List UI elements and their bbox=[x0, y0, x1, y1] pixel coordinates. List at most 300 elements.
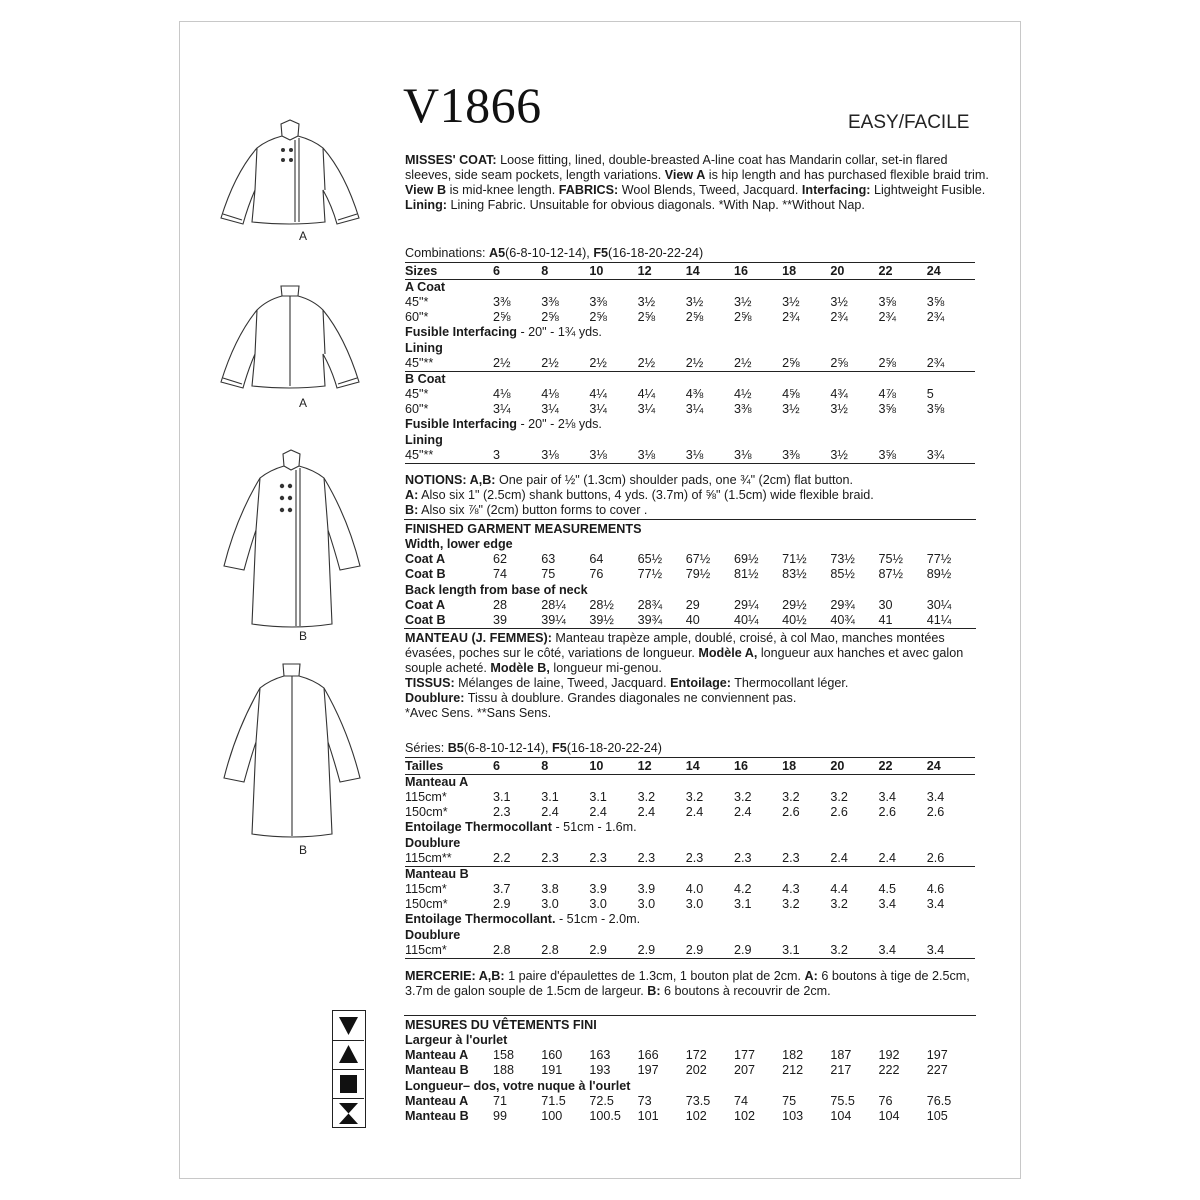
empty-cell bbox=[493, 280, 541, 296]
empty-cell bbox=[927, 928, 975, 943]
value-cell: 3.2 bbox=[637, 790, 656, 805]
empty-cell bbox=[638, 341, 686, 356]
notions-segment: NOTIONS: A,B: bbox=[405, 473, 496, 487]
description-english-segment: Lightweight Fusible. bbox=[870, 183, 986, 197]
value-cell: 3⅛ bbox=[589, 448, 637, 464]
value-cell: 3.1 bbox=[589, 790, 607, 805]
combination-segment: (6-8-10-12-14), bbox=[463, 741, 553, 755]
size-header: 14 bbox=[686, 758, 734, 775]
value-cell: 3⅜ bbox=[589, 295, 607, 310]
size-header: 16 bbox=[734, 263, 782, 280]
table-row bbox=[405, 943, 975, 959]
value-cell: 2.4 bbox=[685, 805, 704, 820]
description-french-segment: *Avec Sens. **Sans Sens. bbox=[405, 706, 552, 720]
value-cell: 166 bbox=[637, 1048, 659, 1063]
value-cell: 104 bbox=[830, 1108, 852, 1123]
row-label: 150cm* bbox=[405, 897, 448, 912]
row-label: Manteau A bbox=[405, 1093, 469, 1108]
row-label: 115cm* bbox=[405, 882, 447, 897]
value-cell: 3⅝ bbox=[926, 402, 945, 417]
empty-cell bbox=[638, 371, 686, 387]
span-cell bbox=[405, 1079, 975, 1094]
value-cell: 197 bbox=[926, 1048, 948, 1063]
view-a-back-drawing bbox=[215, 282, 365, 392]
empty-cell bbox=[830, 775, 878, 791]
value-cell: 77½ bbox=[926, 552, 952, 567]
empty-cell bbox=[830, 866, 878, 882]
value-cell: 2¾ bbox=[926, 310, 945, 325]
finished-title-row bbox=[405, 1018, 975, 1033]
empty-cell bbox=[686, 433, 734, 448]
value-cell: 4.4 bbox=[830, 882, 848, 897]
value-cell: 3¾ bbox=[927, 448, 975, 464]
value-cell: 3.0 bbox=[637, 897, 656, 912]
value-cell: 3.1 bbox=[493, 790, 511, 805]
value-cell: 202 bbox=[685, 1063, 707, 1078]
yardage-table-french bbox=[405, 757, 975, 959]
empty-cell bbox=[493, 341, 541, 356]
description-french-segment: Modèle B, bbox=[490, 661, 550, 675]
value-cell: 3½ bbox=[830, 448, 878, 464]
empty-cell bbox=[541, 341, 589, 356]
hourglass-icon bbox=[333, 1098, 364, 1128]
value-cell: 2½ bbox=[638, 356, 686, 372]
value-cell: 2⅝ bbox=[733, 310, 752, 325]
row-title: Doublure bbox=[405, 927, 461, 942]
row-label: 115cm* bbox=[405, 790, 447, 805]
description-french-segment: longueur mi-genou. bbox=[549, 661, 662, 675]
description-french-segment: Modèle A, bbox=[698, 646, 758, 660]
finished-title-row bbox=[405, 522, 975, 537]
nap-symbols-box bbox=[332, 1010, 366, 1128]
description-french-segment: Thermocollant léger. bbox=[730, 676, 849, 690]
description-english-segment: View A bbox=[664, 168, 706, 182]
empty-cell bbox=[493, 371, 541, 387]
value-cell: 2.2 bbox=[493, 851, 541, 867]
value-cell: 158 bbox=[493, 1048, 515, 1063]
value-cell: 72.5 bbox=[589, 1093, 614, 1108]
empty-cell bbox=[782, 280, 830, 296]
table-row bbox=[405, 1048, 975, 1063]
empty-cell bbox=[686, 341, 734, 356]
size-header: 20 bbox=[830, 263, 878, 280]
notions-english bbox=[405, 473, 991, 518]
size-header: 10 bbox=[589, 758, 637, 775]
sizes-header: Tailles bbox=[405, 758, 493, 775]
value-cell: 2.9 bbox=[734, 943, 782, 959]
size-header: 8 bbox=[541, 758, 589, 775]
empty-cell bbox=[541, 280, 589, 296]
value-cell: 2.4 bbox=[589, 805, 607, 820]
table-row bbox=[405, 356, 975, 372]
empty-cell bbox=[879, 280, 927, 296]
table-row bbox=[405, 897, 975, 912]
value-cell: 2¾ bbox=[878, 310, 897, 325]
row-label: 115cm** bbox=[405, 851, 493, 867]
value-cell: 222 bbox=[878, 1063, 900, 1078]
value-cell: 3.0 bbox=[541, 897, 559, 912]
combination-segment: A5 bbox=[489, 246, 506, 260]
value-cell: 81½ bbox=[733, 567, 759, 582]
description-french-segment: MANTEAU (J. FEMMES): bbox=[405, 631, 552, 645]
combination-segment: F5 bbox=[593, 246, 609, 260]
value-cell: 39 bbox=[493, 612, 508, 627]
value-cell: 71.5 bbox=[541, 1093, 566, 1108]
view-a-label-2: A bbox=[299, 396, 308, 410]
value-cell: 3⅜ bbox=[782, 448, 830, 464]
pattern-number: V1866 bbox=[403, 77, 542, 133]
empty-cell bbox=[493, 928, 541, 943]
finished-measurements-french bbox=[405, 1018, 975, 1124]
empty-cell bbox=[927, 371, 975, 387]
view-a-front-drawing bbox=[215, 118, 365, 228]
mercerie-segment: 6 boutons à recouvrir de 2cm. bbox=[660, 984, 831, 998]
value-cell: 3 bbox=[493, 448, 541, 464]
table-row bbox=[405, 836, 975, 851]
mercerie-segment: 1 paire d'épaulettes de 1.3cm, 1 bouton plat de 2cm. bbox=[504, 969, 805, 983]
value-cell: 3⅜ bbox=[541, 295, 559, 310]
value-cell: 28¼ bbox=[541, 597, 566, 612]
combinations-french bbox=[405, 741, 662, 755]
description-french-segment: TISSUS: bbox=[405, 676, 455, 690]
value-cell: 75 bbox=[782, 1093, 797, 1108]
mercerie-segment: MERCERIE: A,B: bbox=[405, 969, 505, 983]
value-cell: 3⅜ bbox=[493, 295, 511, 310]
value-cell: 191 bbox=[541, 1063, 563, 1078]
notions-divider bbox=[404, 519, 976, 520]
description-french-segment: longueur aux hanches et avec galon souple acheté. bbox=[405, 646, 964, 675]
description-english-segment: Loose fitting, lined, double-breasted A-line coat has Mandarin collar, set-in flared sleeves, side seam pockets, length variations. bbox=[405, 153, 948, 182]
value-cell: 29½ bbox=[782, 597, 807, 612]
value-cell: 197 bbox=[637, 1063, 659, 1078]
size-header: 6 bbox=[493, 758, 541, 775]
value-cell: 2.6 bbox=[926, 805, 945, 820]
empty-cell bbox=[782, 433, 830, 448]
value-cell: 3½ bbox=[733, 295, 752, 310]
value-cell: 2.4 bbox=[637, 805, 656, 820]
table-row bbox=[405, 928, 975, 943]
table-row bbox=[405, 583, 975, 598]
value-cell: 4.6 bbox=[926, 882, 945, 897]
view-b-label-2: B bbox=[299, 843, 308, 857]
span-label: Fusible Interfacing bbox=[405, 417, 517, 432]
value-cell: 74 bbox=[733, 1093, 748, 1108]
row-label: 60"* bbox=[405, 402, 429, 417]
finished-title: FINISHED GARMENT MEASUREMENTS bbox=[405, 522, 642, 536]
empty-cell bbox=[589, 433, 637, 448]
empty-cell bbox=[927, 866, 975, 882]
row-title: Doublure bbox=[405, 835, 461, 850]
combination-segment: B5 bbox=[447, 741, 464, 755]
value-cell: 4⅜ bbox=[685, 387, 704, 402]
row-label: 45"* bbox=[405, 295, 429, 310]
span-label: Width, lower edge bbox=[405, 537, 513, 552]
value-cell: 4¼ bbox=[589, 387, 607, 402]
value-cell: 4.2 bbox=[733, 882, 752, 897]
table-row bbox=[405, 341, 975, 356]
value-cell: 30 bbox=[878, 597, 893, 612]
value-cell: 2½ bbox=[686, 356, 734, 372]
value-cell: 2½ bbox=[734, 356, 782, 372]
value-cell: 73.5 bbox=[685, 1093, 711, 1108]
notions-segment: B: bbox=[405, 503, 419, 517]
view-b-back-drawing bbox=[218, 660, 368, 842]
value-cell: 4⅞ bbox=[878, 387, 897, 402]
value-cell: 100.5 bbox=[589, 1108, 621, 1123]
value-cell: 3½ bbox=[830, 295, 848, 310]
table-row bbox=[405, 1079, 975, 1094]
size-header: 6 bbox=[493, 263, 541, 280]
value-cell: 3.7 bbox=[493, 882, 511, 897]
row-label: Manteau B bbox=[405, 1063, 469, 1078]
description-french-segment: Tissu à doublure. Grandes diagonales ne conviennent pas. bbox=[464, 691, 797, 705]
empty-cell bbox=[589, 341, 637, 356]
span-label: Largeur à l'ourlet bbox=[405, 1033, 508, 1048]
span-cell bbox=[405, 1033, 975, 1048]
empty-cell bbox=[541, 371, 589, 387]
size-header: 20 bbox=[830, 758, 878, 775]
description-english-segment: is mid-knee length. bbox=[446, 183, 559, 197]
value-cell: 76.5 bbox=[926, 1093, 952, 1108]
value-cell: 2⅝ bbox=[879, 356, 927, 372]
empty-cell bbox=[638, 433, 686, 448]
value-cell: 4.3 bbox=[782, 882, 800, 897]
span-cell bbox=[405, 537, 975, 552]
table-row bbox=[405, 790, 975, 805]
span-label: Entoilage Thermocollant bbox=[405, 820, 552, 835]
value-cell: 3.2 bbox=[733, 790, 752, 805]
empty-cell bbox=[638, 775, 686, 791]
empty-cell bbox=[541, 433, 589, 448]
table-row bbox=[405, 613, 975, 628]
description-french-segment: Entoilage: bbox=[670, 676, 731, 690]
empty-cell bbox=[734, 341, 782, 356]
value-cell: 2.6 bbox=[878, 805, 897, 820]
empty-cell bbox=[782, 341, 830, 356]
sizes-header: Sizes bbox=[405, 263, 493, 280]
combination-segment: (6-8-10-12-14), bbox=[505, 246, 594, 260]
difficulty-label: EASY/FACILE bbox=[848, 112, 970, 133]
empty-cell bbox=[686, 928, 734, 943]
value-cell: 2½ bbox=[589, 356, 637, 372]
value-cell: 193 bbox=[589, 1063, 611, 1078]
empty-cell bbox=[927, 433, 975, 448]
value-cell: 2⅝ bbox=[589, 310, 607, 325]
description-french-segment: Mélanges de laine, Tweed, Jacquard. bbox=[454, 676, 671, 690]
size-header: 22 bbox=[879, 758, 927, 775]
table-row bbox=[405, 310, 975, 325]
value-cell: 4.0 bbox=[685, 882, 704, 897]
value-cell: 3½ bbox=[782, 402, 800, 417]
empty-cell bbox=[879, 371, 927, 387]
table-row bbox=[405, 417, 975, 432]
table-row bbox=[405, 1094, 975, 1109]
empty-cell bbox=[927, 341, 975, 356]
size-header: 12 bbox=[638, 263, 686, 280]
value-cell: 2.4 bbox=[541, 805, 559, 820]
mercerie-segment: 6 boutons à tige de 2.5cm, 3.7m de galon souple de 1.5cm de largeur. bbox=[405, 969, 970, 998]
value-cell: 28¾ bbox=[637, 597, 663, 612]
empty-cell bbox=[638, 928, 686, 943]
value-cell: 104 bbox=[878, 1108, 900, 1123]
table-row bbox=[405, 1109, 975, 1124]
empty-cell bbox=[638, 836, 686, 851]
value-cell: 4⅛ bbox=[541, 387, 559, 402]
value-cell: 40 bbox=[685, 612, 700, 627]
row-label: 45"* bbox=[405, 387, 429, 402]
empty-cell bbox=[830, 836, 878, 851]
value-cell: 3.9 bbox=[589, 882, 607, 897]
value-cell: 2.4 bbox=[879, 851, 927, 867]
value-cell: 227 bbox=[926, 1063, 948, 1078]
table-row bbox=[405, 433, 975, 448]
value-cell: 28½ bbox=[589, 597, 614, 612]
row-label: Coat B bbox=[405, 567, 446, 582]
value-cell: 101 bbox=[637, 1108, 659, 1123]
value-cell: 74 bbox=[493, 567, 508, 582]
span-cell bbox=[405, 417, 975, 432]
value-cell: 212 bbox=[782, 1063, 804, 1078]
empty-cell bbox=[879, 775, 927, 791]
value-cell: 4.5 bbox=[878, 882, 897, 897]
empty-cell bbox=[589, 280, 637, 296]
table-row bbox=[405, 775, 975, 791]
description-english-segment: Interfacing: bbox=[801, 183, 871, 197]
value-cell: 3⅜ bbox=[733, 402, 752, 417]
size-header: 18 bbox=[782, 263, 830, 280]
notions-segment: Also six ⅞" (2cm) button forms to cover . bbox=[418, 503, 648, 517]
description-english-segment: FABRICS: bbox=[558, 183, 619, 197]
value-cell: 2.3 bbox=[782, 851, 830, 867]
notions-segment: One pair of ½" (1.3cm) shoulder pads, one ¾" (2cm) flat button. bbox=[495, 473, 854, 487]
row-title: Lining bbox=[405, 432, 443, 447]
value-cell: 4⅛ bbox=[493, 387, 511, 402]
empty-cell bbox=[734, 433, 782, 448]
value-cell: 3.1 bbox=[541, 790, 559, 805]
size-header: 24 bbox=[927, 758, 975, 775]
row-label: 45"** bbox=[405, 448, 493, 464]
table-row bbox=[405, 1063, 975, 1078]
empty-cell bbox=[686, 280, 734, 296]
span-cell bbox=[405, 820, 975, 835]
table-row bbox=[405, 295, 975, 310]
value-cell: 2⅝ bbox=[830, 356, 878, 372]
value-cell: 2.3 bbox=[734, 851, 782, 867]
span-cell bbox=[405, 912, 975, 927]
notions-line bbox=[405, 488, 991, 503]
span-cell bbox=[405, 325, 975, 340]
empty-cell bbox=[493, 836, 541, 851]
value-cell: 3.2 bbox=[782, 897, 800, 912]
value-cell: 102 bbox=[685, 1108, 707, 1123]
value-cell: 2⅝ bbox=[541, 310, 559, 325]
value-cell: 2.3 bbox=[686, 851, 734, 867]
span-note: - 51cm - 2.0m. bbox=[555, 912, 641, 927]
value-cell: 4½ bbox=[733, 387, 752, 402]
notions-line bbox=[405, 473, 991, 488]
value-cell: 3.1 bbox=[733, 897, 752, 912]
value-cell: 3¼ bbox=[589, 402, 607, 417]
value-cell: 87½ bbox=[878, 567, 904, 582]
empty-cell bbox=[541, 928, 589, 943]
empty-cell bbox=[589, 866, 637, 882]
empty-cell bbox=[734, 371, 782, 387]
empty-cell bbox=[782, 836, 830, 851]
empty-cell bbox=[782, 775, 830, 791]
sizes-header-row bbox=[405, 758, 975, 775]
value-cell: 39¾ bbox=[637, 612, 663, 627]
row-label: Manteau A bbox=[405, 1048, 469, 1063]
empty-cell bbox=[879, 866, 927, 882]
description-french bbox=[405, 631, 991, 721]
value-cell: 2.6 bbox=[830, 805, 848, 820]
combination-segment: Séries: bbox=[405, 741, 448, 755]
value-cell: 3.4 bbox=[878, 897, 897, 912]
value-cell: 100 bbox=[541, 1108, 563, 1123]
empty-cell bbox=[830, 280, 878, 296]
table-row bbox=[405, 537, 975, 552]
value-cell: 2⅝ bbox=[493, 310, 511, 325]
value-cell: 3⅝ bbox=[878, 295, 897, 310]
span-note: - 51cm - 1.6m. bbox=[551, 820, 637, 835]
empty-cell bbox=[927, 775, 975, 791]
value-cell: 3¼ bbox=[541, 402, 559, 417]
mercerie-segment: A: bbox=[804, 969, 818, 983]
value-cell: 41 bbox=[878, 612, 893, 627]
row-label: 115cm* bbox=[405, 943, 493, 959]
span-cell bbox=[405, 583, 975, 598]
value-cell: 3⅝ bbox=[879, 448, 927, 464]
value-cell: 2¾ bbox=[830, 310, 848, 325]
value-cell: 2.3 bbox=[541, 851, 589, 867]
empty-cell bbox=[541, 866, 589, 882]
value-cell: 2.6 bbox=[927, 851, 975, 867]
span-label: Fusible Interfacing bbox=[405, 325, 517, 340]
empty-cell bbox=[830, 341, 878, 356]
value-cell: 3.2 bbox=[830, 790, 848, 805]
value-cell: 3.2 bbox=[830, 943, 878, 959]
row-label: Coat A bbox=[405, 552, 446, 567]
without-nap-square-icon bbox=[333, 1069, 364, 1099]
value-cell: 2.9 bbox=[589, 943, 637, 959]
value-cell: 79½ bbox=[685, 567, 711, 582]
row-title: Manteau B bbox=[405, 866, 469, 881]
value-cell: 3.4 bbox=[927, 943, 975, 959]
row-label: 150cm* bbox=[405, 805, 448, 820]
table-row bbox=[405, 851, 975, 867]
value-cell: 4¼ bbox=[637, 387, 656, 402]
value-cell: 29 bbox=[685, 597, 700, 612]
value-cell: 85½ bbox=[830, 567, 855, 582]
value-cell: 3½ bbox=[637, 295, 656, 310]
row-title: A Coat bbox=[405, 280, 446, 294]
value-cell: 3½ bbox=[830, 402, 848, 417]
empty-cell bbox=[879, 433, 927, 448]
empty-cell bbox=[782, 371, 830, 387]
value-cell: 65½ bbox=[637, 552, 663, 567]
description-english-segment: is hip length and has purchased flexible braid trim. bbox=[705, 168, 989, 182]
value-cell: 2.4 bbox=[733, 805, 752, 820]
value-cell: 2.3 bbox=[493, 805, 511, 820]
value-cell: 64 bbox=[589, 552, 604, 567]
value-cell: 187 bbox=[830, 1048, 852, 1063]
table-row bbox=[405, 371, 975, 387]
value-cell: 89½ bbox=[926, 567, 952, 582]
table-row bbox=[405, 866, 975, 882]
table-row bbox=[405, 912, 975, 927]
value-cell: 30¼ bbox=[926, 597, 952, 612]
combination-segment: Combinations: bbox=[405, 246, 489, 260]
